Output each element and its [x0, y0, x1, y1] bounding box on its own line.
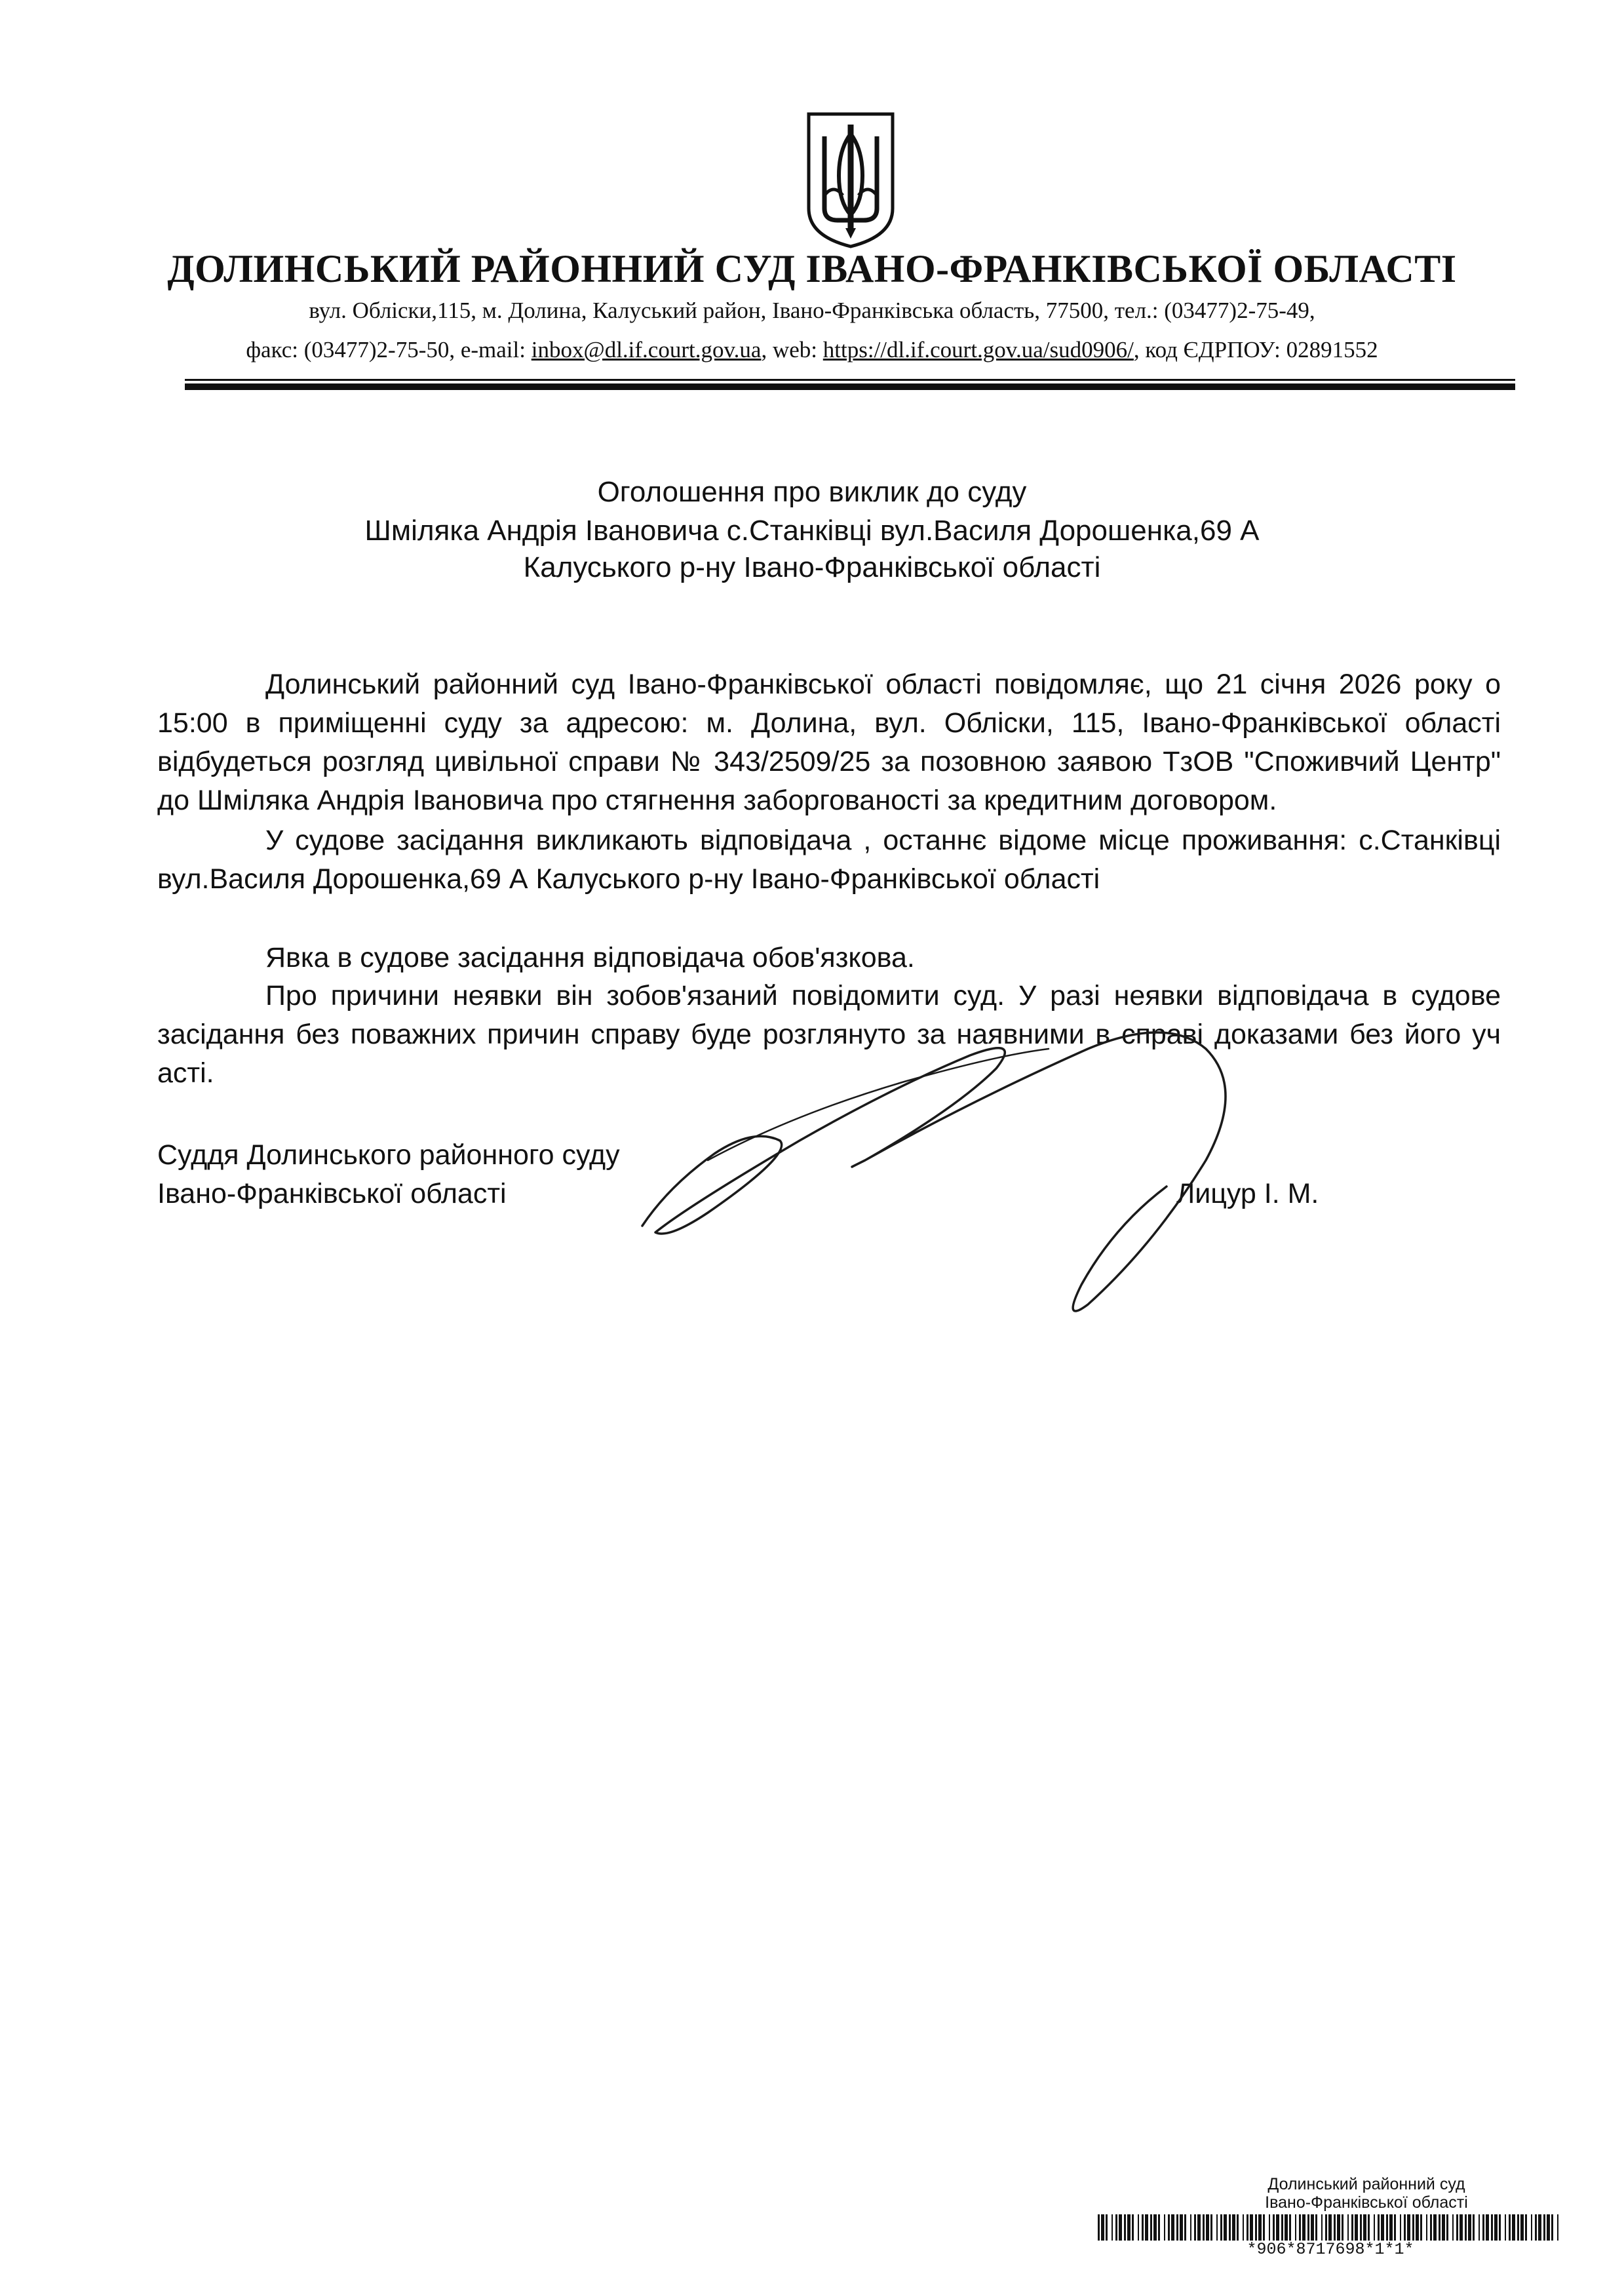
barcode-bar — [1164, 2214, 1165, 2241]
barcode-bar — [1525, 2214, 1527, 2241]
barcode-bar — [1180, 2214, 1183, 2241]
court-address: вул. Обліски,115, м. Долина, Калуський район, Івано-Франківська область, 77500, тел.: (03477)2-75-49, — [309, 298, 1315, 323]
barcode-bar — [1460, 2214, 1463, 2241]
barcode-bar — [1334, 2214, 1336, 2241]
stamp-court-name: Долинський районний суд — [1267, 2175, 1465, 2193]
barcode-bar — [1363, 2214, 1366, 2241]
barcode-bar — [1337, 2214, 1340, 2241]
barcode-bar — [1400, 2214, 1401, 2241]
barcode-bar — [1499, 2214, 1501, 2241]
barcode-bar — [1158, 2214, 1160, 2241]
barcode-bar — [1098, 2214, 1100, 2241]
web-label: , web: — [761, 337, 823, 363]
barcode-bar — [1168, 2214, 1170, 2241]
barcode-bar — [1456, 2214, 1458, 2241]
judge-title — [157, 1136, 620, 1213]
fax-text: факс: (03477)2-75-50, e-mail: — [246, 337, 532, 363]
barcode-bar — [1197, 2214, 1201, 2241]
barcode-bar — [1138, 2214, 1139, 2241]
barcode-bar — [1243, 2214, 1244, 2241]
stamp-court-region: Івано-Франківської області — [1265, 2193, 1468, 2212]
barcode-bar — [1482, 2214, 1484, 2241]
judge-title-line1: Суддя Долинського районного суду — [157, 1139, 620, 1171]
barcode-bar — [1551, 2214, 1553, 2241]
body-paragraph-absence: Про причини неявки він зобов'язаний повідомити суд. У разі неявки відповідача в судове засідання без поважних причин справу буде розглянуто за наявними в справі доказами без його уч асті. — [157, 980, 1501, 1089]
notice-subject-region: Калуського р-ну Івано-Франківської області — [523, 551, 1101, 583]
barcode-bar — [1509, 2214, 1511, 2241]
barcode-bar — [1250, 2214, 1253, 2241]
barcode-number: *906*8717698*1*1* — [1247, 2240, 1414, 2259]
barcode-bar — [1547, 2214, 1550, 2241]
barcode-bar — [1386, 2214, 1388, 2241]
barcode-bar — [1446, 2214, 1448, 2241]
barcode-bar — [1203, 2214, 1205, 2241]
barcode-bar — [1289, 2214, 1291, 2241]
barcode-bar — [1407, 2214, 1410, 2241]
body-paragraph-attendance: Явка в судове засідання відповідача обов'язкова. — [265, 942, 915, 973]
barcode-bar — [1119, 2214, 1122, 2241]
barcode-bar — [1389, 2214, 1393, 2241]
barcode-bar — [1145, 2214, 1148, 2241]
barcode-bar — [1374, 2214, 1375, 2241]
barcode-bar — [1190, 2214, 1191, 2241]
barcode-bar — [1321, 2214, 1323, 2241]
barcode-bar — [1302, 2214, 1305, 2241]
header-divider-thick — [185, 383, 1515, 390]
barcode-bar — [1452, 2214, 1454, 2241]
barcode-bar — [1416, 2214, 1419, 2241]
barcode-bar — [1486, 2214, 1489, 2241]
barcode-bar — [1263, 2214, 1265, 2241]
barcode-bar — [1106, 2214, 1108, 2241]
barcode-bar — [1368, 2214, 1370, 2241]
judge-name: Лицур І. М. — [1176, 1178, 1319, 1209]
edrpou-code: , код ЄДРПОУ: 02891552 — [1133, 337, 1378, 363]
barcode-bar — [1184, 2214, 1186, 2241]
barcode-bar — [1433, 2214, 1437, 2241]
barcode-bar — [1285, 2214, 1288, 2241]
registration-stamp — [1212, 2175, 1520, 2212]
barcode-bar — [1153, 2214, 1157, 2241]
barcode-bar — [1216, 2214, 1218, 2241]
header-divider-thin — [185, 379, 1515, 381]
barcode-bar — [1315, 2214, 1317, 2241]
website-link[interactable]: https://dl.if.court.gov.ua/sud0906/ — [822, 337, 1134, 363]
barcode-bar — [1232, 2214, 1235, 2241]
barcode-bar — [1210, 2214, 1212, 2241]
barcode-bar — [1468, 2214, 1471, 2241]
barcode-bar — [1112, 2214, 1113, 2241]
barcode-bar — [1258, 2214, 1262, 2241]
barcode-bar — [1247, 2214, 1248, 2241]
barcode-bar — [1465, 2214, 1467, 2241]
barcode-bar — [1342, 2214, 1344, 2241]
barcode-bar — [1491, 2214, 1493, 2241]
barcode-bar — [1420, 2214, 1422, 2241]
barcode-bar — [1538, 2214, 1541, 2241]
barcode-bar — [1360, 2214, 1362, 2241]
court-name: ДОЛИНСЬКИЙ РАЙОННИЙ СУД ІВАНО-ФРАНКІВСЬКОЇ ОБЛАСТІ — [167, 247, 1457, 290]
barcode — [1098, 2214, 1563, 2241]
barcode-bar — [1224, 2214, 1227, 2241]
barcode-bar — [1127, 2214, 1131, 2241]
barcode-bar — [1430, 2214, 1432, 2241]
barcode-bar — [1442, 2214, 1445, 2241]
barcode-bar — [1520, 2214, 1524, 2241]
barcode-bar — [1311, 2214, 1314, 2241]
barcode-bar — [1479, 2214, 1480, 2241]
judge-title-line2: Івано-Франківської області — [157, 1178, 507, 1209]
court-contacts — [0, 336, 1624, 364]
email-link[interactable]: inbox@dl.if.court.gov.ua — [531, 337, 762, 363]
barcode-bar — [1281, 2214, 1283, 2241]
barcode-bar — [1404, 2214, 1406, 2241]
barcode-bar — [1517, 2214, 1519, 2241]
barcode-bar — [1394, 2214, 1396, 2241]
barcode-bar — [1543, 2214, 1545, 2241]
barcode-bar — [1531, 2214, 1532, 2241]
barcode-bar — [1426, 2214, 1427, 2241]
barcode-bar — [1255, 2214, 1257, 2241]
notice-title: Оголошення про виклик до суду — [597, 476, 1027, 508]
barcode-bar — [1505, 2214, 1506, 2241]
barcode-bar — [1101, 2214, 1104, 2241]
barcode-bar — [1206, 2214, 1209, 2241]
barcode-bar — [1273, 2214, 1275, 2241]
barcode-bar — [1150, 2214, 1152, 2241]
barcode-bar — [1142, 2214, 1144, 2241]
trident-coat-of-arms-icon — [805, 110, 897, 249]
body-paragraph-summons: У судове засідання викликають відповідача , останнє відоме місце проживання: с.Станківці вул.Василя Дорошенка,69 А Калуського р-ну Івано-Франківської області — [157, 825, 1501, 895]
barcode-bar — [1325, 2214, 1327, 2241]
barcode-bar — [1295, 2214, 1296, 2241]
barcode-bar — [1194, 2214, 1196, 2241]
barcode-bar — [1473, 2214, 1475, 2241]
barcode-bar — [1269, 2214, 1270, 2241]
barcode-bar — [1381, 2214, 1384, 2241]
barcode-bar — [1132, 2214, 1134, 2241]
barcode-bar — [1378, 2214, 1380, 2241]
barcode-bar — [1557, 2214, 1558, 2241]
barcode-bar — [1229, 2214, 1231, 2241]
barcode-bar — [1176, 2214, 1178, 2241]
barcode-bar — [1124, 2214, 1126, 2241]
barcode-bar — [1355, 2214, 1358, 2241]
barcode-bar — [1494, 2214, 1498, 2241]
barcode-bar — [1115, 2214, 1117, 2241]
barcode-bar — [1171, 2214, 1174, 2241]
barcode-bar — [1535, 2214, 1537, 2241]
handwritten-signature — [629, 1009, 1298, 1337]
barcode-bar — [1237, 2214, 1239, 2241]
barcode-bar — [1220, 2214, 1222, 2241]
barcode-bar — [1307, 2214, 1309, 2241]
body-paragraph-hearing: Долинський районний суд Івано-Франківської області повідомляє, що 21 січня 2026 року о 15:00 в приміщенні суду за адресою: м. Долина, вул. Обліски, 115, Івано-Франківської області відбудеться розгляд цивільної справи № 343/2509/25 за позовною заявою ТзОВ "Споживчий Центр" до Шміляка Андрія Івановича про стягнення заборгованості за кредитним договором. — [157, 669, 1501, 816]
notice-subject: Шміляка Андрія Івановича с.Станківці вул.Василя Дорошенка,69 А — [364, 515, 1260, 547]
barcode-bar — [1412, 2214, 1414, 2241]
barcode-bar — [1299, 2214, 1301, 2241]
barcode-bar — [1347, 2214, 1349, 2241]
barcode-bar — [1351, 2214, 1353, 2241]
barcode-bar — [1512, 2214, 1515, 2241]
barcode-bar — [1439, 2214, 1440, 2241]
barcode-bar — [1328, 2214, 1332, 2241]
barcode-bar — [1276, 2214, 1279, 2241]
